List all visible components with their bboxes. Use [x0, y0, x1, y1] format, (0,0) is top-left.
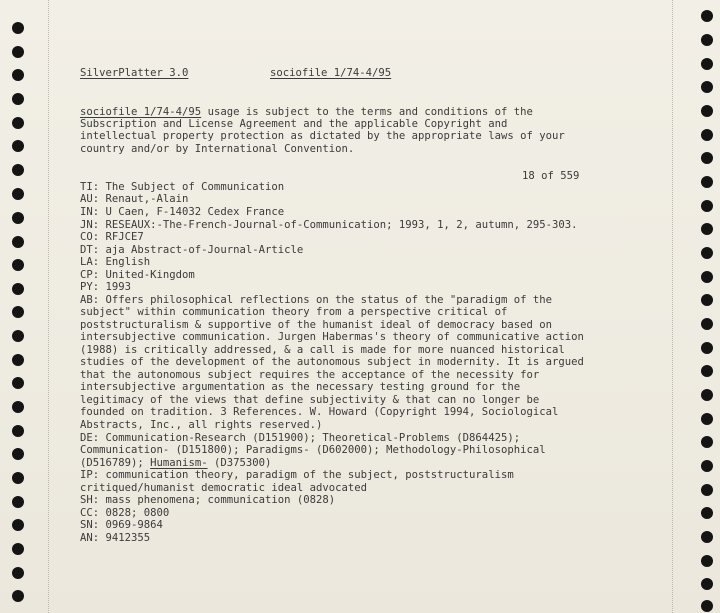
record-counter: 18 of 559	[522, 170, 580, 182]
right-tractor-holes	[701, 0, 715, 613]
right-perforation	[672, 0, 673, 613]
field-doc-type: DT: aja Abstract-of-Journal-Article	[80, 244, 304, 256]
field-pub-year: PY: 1993	[80, 281, 132, 293]
field-country: CP: United-Kingdom	[80, 269, 195, 281]
license-line-3: intellectual property protection as dictated by the appropriate laws of your	[80, 130, 565, 142]
license-line-2: Subscription and License Agreement and the applicable Copyright and	[80, 118, 508, 130]
descriptors-line: Communication- (D151800); Paradigms- (D602000); Methodology-Philosophical	[80, 444, 546, 456]
descriptors-text: (D516789);	[80, 457, 151, 469]
descriptor-humanism: Humanism-	[150, 457, 208, 469]
abstract-line: (1988) is critically addressed, & a call is made for more nuanced historical	[80, 344, 565, 356]
license-line-4: country and/or by International Convention.	[80, 143, 355, 155]
abstract-line: AB: Offers philosophical reflections on the status of the "paradigm of the	[80, 294, 552, 306]
abstract-line: intersubjective argumentation as the necessary testing ground for the	[80, 381, 521, 393]
descriptors-line-3	[80, 457, 271, 469]
descriptors-tail: (D375300)	[207, 457, 272, 469]
field-classification: CC: 0828; 0800	[80, 507, 170, 519]
identifiers-line: IP: communication theory, paradigm of the subject, poststructuralism	[80, 469, 514, 481]
license-database-link: sociofile 1/74-4/95	[80, 106, 202, 118]
field-subject-heading: SH: mass phenomena; communication (0828)	[80, 494, 336, 506]
abstract-line: legitimacy of the views that define subjectivity & that can no longer be	[80, 394, 540, 406]
field-issn: SN: 0969-9864	[80, 519, 163, 531]
abstract-line: intersubjective communication. Jurgen Habermas's theory of communicative action	[80, 331, 584, 343]
field-title: TI: The Subject of Communication	[80, 181, 285, 193]
left-perforation	[48, 0, 49, 613]
field-author: AU: Renaut,-Alain	[80, 193, 189, 205]
identifiers-line: critiqued/humanist democratic ideal advocated	[80, 482, 368, 494]
field-coden: CO: RFJCE7	[80, 231, 144, 243]
field-journal: JN: RESEAUX:-The-French-Journal-of-Communication; 1993, 1, 2, autumn, 295-303.	[80, 219, 578, 231]
field-language: LA: English	[80, 256, 151, 268]
abstract-line: Abstracts, Inc., all rights reserved.)	[80, 419, 323, 431]
abstract-line: poststructuralism & supportive of the humanist ideal of democracy based on	[80, 319, 552, 331]
left-tractor-holes	[12, 0, 26, 613]
license-line-1	[80, 106, 533, 118]
field-institution: IN: U Caen, F-14032 Cedex France	[80, 206, 285, 218]
abstract-line: founded on tradition. 3 References. W. Howard (Copyright 1994, Sociological	[80, 406, 559, 418]
product-name: SilverPlatter 3.0	[80, 67, 189, 79]
field-accession-number: AN: 9412355	[80, 532, 151, 544]
database-name: sociofile 1/74-4/95	[270, 67, 392, 79]
abstract-line: studies of the development of the autonomous subject in modernity. It is argued	[80, 356, 584, 368]
abstract-line: subject" within communication theory from a perspective critical of	[80, 306, 508, 318]
descriptors-line: DE: Communication-Research (D151900); Theoretical-Problems (D864425);	[80, 432, 521, 444]
abstract-line: that the autonomous subject requires the acceptance of the necessity for	[80, 369, 540, 381]
license-line-1-text: usage is subject to the terms and conditions of the	[201, 106, 533, 118]
